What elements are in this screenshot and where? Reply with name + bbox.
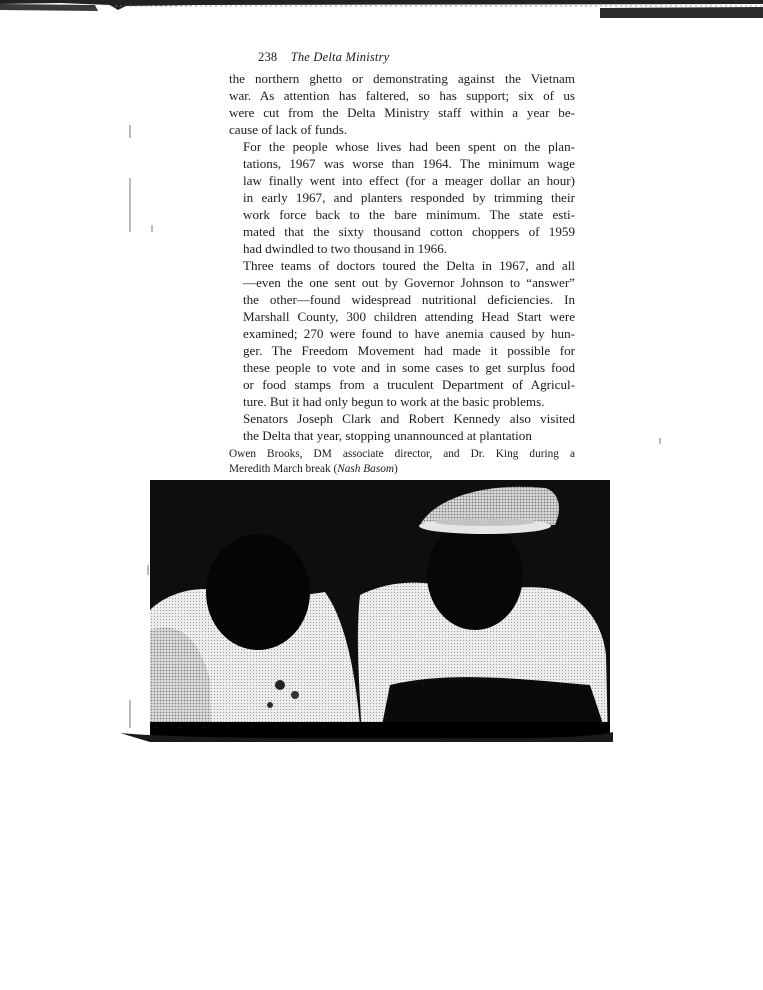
text-line: Senators Joseph Clark and Robert Kennedy also visited [243,411,575,426]
text-line: the Delta that year, stopping unannounced at plantation [243,428,532,443]
text-line: the other—found widespread nutritional deficiencies. In [243,292,575,307]
caption-line-2 [229,462,575,477]
running-head [258,50,389,65]
paragraph [229,410,575,444]
text-line: For the people whose lives had been spent on the plan- [243,139,575,154]
caption-line-1: Owen Brooks, DM associate director, and Dr. King during a [229,448,575,460]
text-line: war. As attention has faltered, so has support; six of us [229,88,575,103]
caption-close: ) [394,462,398,475]
text-line: or food stamps from a truculent Department of Agricul- [243,377,575,392]
photograph [150,480,610,742]
photo-caption [229,447,575,476]
left-figure-head [206,534,310,650]
text-line: mated that the sixty thousand cotton choppers of 1959 [243,224,575,239]
paragraph [229,138,575,257]
right-figure-head [427,520,523,630]
text-line: the northern ghetto or demonstrating against the Vietnam [229,71,575,86]
text-line: law finally went into effect (for a meager dollar an hour) [243,173,575,188]
text-line: —even the one sent out by Governor Johnson to “answer” [243,275,575,290]
caption-text: Meredith March break ( [229,462,338,475]
scan-top-edge [0,0,763,18]
text-line: these people to vote and in some cases to get surplus food [243,360,575,375]
body-text [229,70,575,444]
text-line: examined; 270 were found to have anemia caused by hun- [243,326,575,341]
text-line: Three teams of doctors toured the Delta in 1967, and all [243,258,575,273]
text-line: cause of lack of funds. [229,122,348,137]
paragraph [229,70,575,138]
text-line: were cut from the Delta Ministry staff within a year be- [229,105,575,120]
text-line: in early 1967, and planters responded by trimming their [243,190,575,205]
text-line: had dwindled to two thousand in 1966. [243,241,448,256]
text-line: tations, 1967 was worse than 1964. The minimum wage [243,156,575,171]
paragraph [229,257,575,410]
text-line: ger. The Freedom Movement had made it possible for [243,343,575,358]
text-line: work force back to the bare minimum. The state esti- [243,207,575,222]
text-line: Marshall County, 300 children attending Head Start were [243,309,575,324]
text-line: ture. But it had only begun to work at the basic problems. [243,394,545,409]
photo-credit: Nash Basom [337,462,395,475]
page-number: 238 [258,50,278,64]
running-title: The Delta Ministry [290,50,390,64]
